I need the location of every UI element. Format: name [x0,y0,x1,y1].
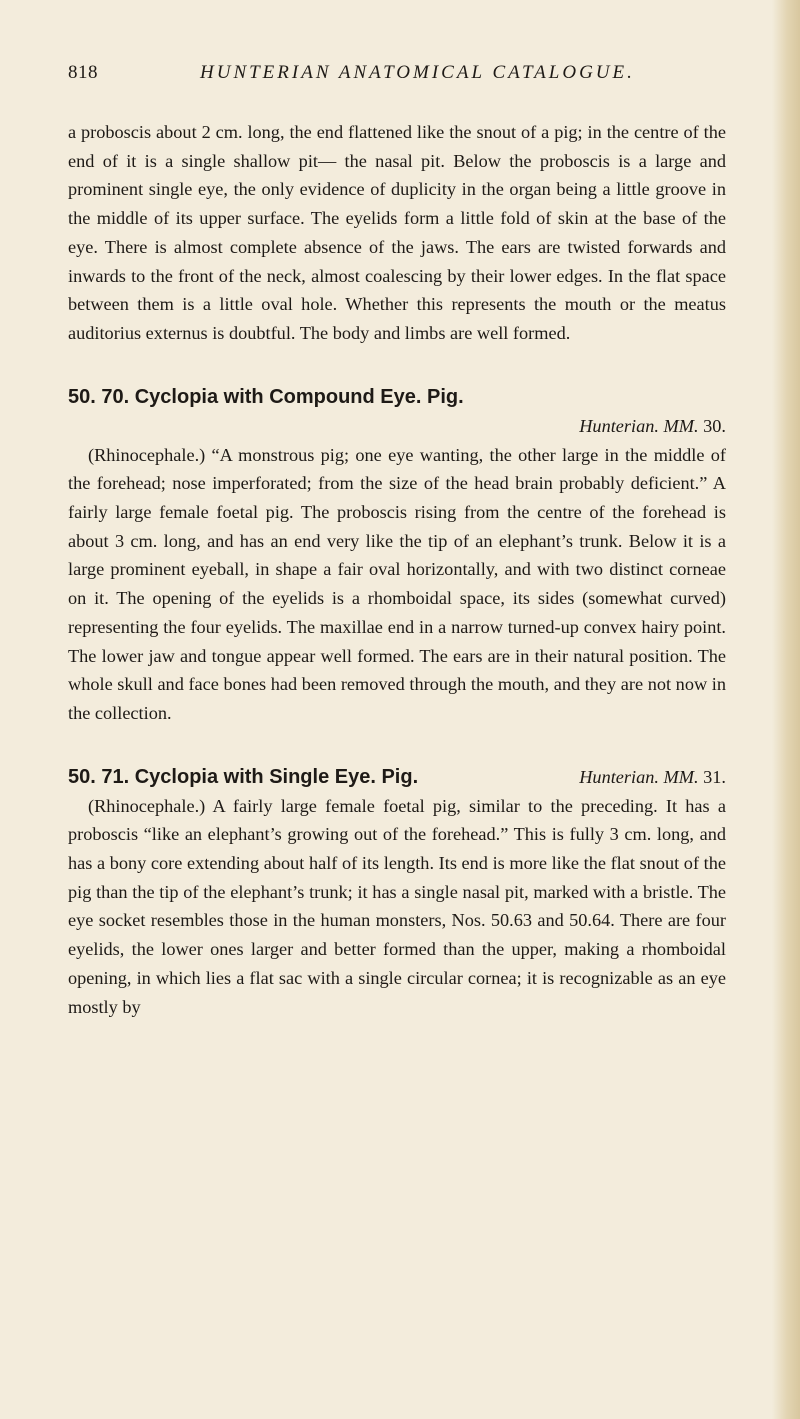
entry-source [68,412,726,441]
entry-number: 50. 70. [68,385,130,408]
page-content [68,118,726,1021]
source-reference: 30. [703,415,726,436]
source-reference: 31. [703,766,726,787]
entry-number: 50. 71. [68,765,130,788]
entry-title: Cyclopia with Single Eye. Pig. [134,765,419,788]
intro-paragraph: a proboscis about 2 cm. long, the end flattened like the snout of a pig; in the centre of the end of it is a single shallow pit— the nasal pit. Below the proboscis is a large and prominent single eye, the only evidence of duplicity in the organ being a little groove in the middle of its upper surface. The eyelids form a little fold of skin at the base of the eye. There is almost complete absence of the jaws. The ears are twisted forwards and inwards to the front of the neck, almost coalescing by their lower edges. In the flat space between them is a little oval hole. Whether this represents the mouth or the meatus auditorius externus is doubtful. The body and limbs are well formed. [68,122,726,343]
source-collection: Hunterian. MM. [579,766,699,787]
entry-body: (Rhinocephale.) “A monstrous pig; one eye wanting, the other large in the middle of the forehead; nose imperforated; from the size of the head brain probably deficient.” A fairly large female foetal pig. The proboscis rising from the centre of the forehead is about 3 cm. long, and has an end very like the tip of an elephant’s trunk. Below it is a large prominent eyeball, in shape a fair oval horizontally, and with two distinct corneae on it. The opening of the eyelids is a rhomboidal space, its sides (somewhat curved) representing the four eyelids. The maxillae end in a narrow turned-up convex hairy point. The lower jaw and tongue appear well formed. The ears are in their natural position. The whole skull and face bones had been removed through the mouth, and they are not now in the collection. [68,444,726,723]
entry-heading [68,382,726,412]
page-header [68,62,728,92]
page-number: 818 [68,62,98,83]
entry-heading [68,762,726,792]
entry-source [579,762,726,792]
entry-title: Cyclopia with Compound Eye. Pig. [134,385,464,408]
catalogue-entry-50-70 [68,382,726,728]
entry-body: (Rhinocephale.) A fairly large female foetal pig, similar to the preceding. It has a proboscis “like an elephant’s growing out of the forehead.” This is fully 3 cm. long, and has a bony core extending about half of its length. Its end is more like the flat snout of the pig than the tip of the elephant’s trunk; it has a single nasal pit, marked with a bristle. The eye socket resembles those in the human monsters, Nos. 50.63 and 50.64. There are four eyelids, the lower ones larger and better formed than the upper, making a rhomboidal opening, in which lies a flat sac with a single circular cornea; it is recognizable as an eye mostly by [68,795,726,1017]
source-collection: Hunterian. MM. [579,415,699,436]
page-edge-shadow [772,0,800,1419]
catalogue-entry-50-71 [68,762,726,1022]
running-title: HUNTERIAN ANATOMICAL CATALOGUE. [200,62,635,83]
